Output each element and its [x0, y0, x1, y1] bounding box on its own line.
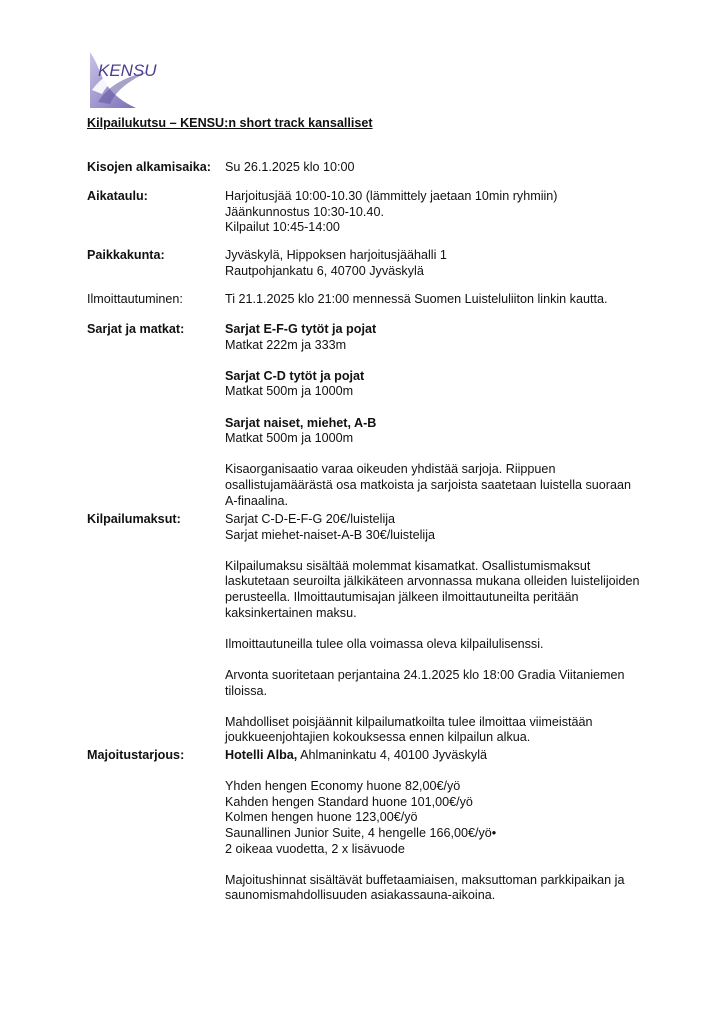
- hotel-name: Hotelli Alba,: [225, 748, 298, 762]
- class-group-title: Sarjat E-F-G tytöt ja pojat: [225, 322, 377, 336]
- kensu-logo: [88, 50, 164, 110]
- registration-value: Ti 21.1.2025 klo 21:00 mennessä Suomen Luisteluliiton linkin kautta.: [225, 292, 608, 306]
- schedule-line: Harjoitusjää 10:00-10.30 (lämmittely jaetaan 10min ryhmiin): [225, 189, 558, 203]
- class-group-distances: Matkat 500m ja 1000m: [225, 431, 354, 446]
- hotel-address: Ahlmaninkatu 4, 40100 Jyväskylä: [297, 748, 488, 762]
- schedule-line: Kilpailut 10:45-14:00: [225, 220, 340, 235]
- room-offer: 2 oikeaa vuodetta, 2 x lisävuode: [225, 841, 405, 856]
- room-offer: Saunallinen Junior Suite, 4 hengelle 166,00€/yö•: [225, 825, 497, 840]
- room-offer: Kolmen hengen huone 123,00€/yö: [225, 810, 418, 825]
- fee-line: Sarjat miehet-naiset-A-B 30€/luistelija: [225, 527, 435, 542]
- schedule-line: Jäänkunnostus 10:30-10.40.: [225, 204, 384, 219]
- fees-paragraph: Mahdolliset poisjäännit kilpailumatkoilta tulee ilmoittaa viimeistään joukkueenjohtajien kokouksessa ennen kilpailun alkua.: [225, 714, 593, 745]
- fees-paragraph: Arvonta suoritetaan perjantaina 24.1.2025 klo 18:00 Gradia Viitaniemen tiloissa.: [225, 667, 625, 698]
- class-group-distances: Matkat 500m ja 1000m: [225, 384, 354, 399]
- registration-label: Ilmoittautuminen:: [87, 292, 183, 306]
- room-offer: Kahden hengen Standard huone 101,00€/yö: [225, 794, 473, 809]
- accommodation-note: Majoitushinnat sisältävät buffetaamiaisen, maksuttoman parkkipaikan ja saunomismahdollisuuden asiakassauna-aikoina.: [225, 872, 625, 903]
- accommodation-label: Majoitustarjous:: [87, 748, 185, 762]
- fees-label: Kilpailumaksut:: [87, 512, 181, 526]
- classes-note: Kisaorganisaatio varaa oikeuden yhdistää sarjoja. Riippuen osallistujamäärästä osa matkoista ja sarjoista saatetaan luistella suoraan A-finaalina.: [225, 462, 632, 508]
- document-title: Kilpailukutsu – KENSU:n short track kansalliset: [87, 116, 373, 130]
- schedule-label: Aikataulu:: [87, 189, 148, 203]
- class-group-title: Sarjat naiset, miehet, A-B: [225, 415, 377, 430]
- room-offer: Yhden hengen Economy huone 82,00€/yö: [225, 779, 461, 794]
- fees-paragraph: Ilmoittautuneilla tulee olla voimassa oleva kilpailulisenssi.: [225, 636, 544, 651]
- class-group-title: Sarjat C-D tytöt ja pojat: [225, 368, 365, 383]
- classes-label: Sarjat ja matkat:: [87, 322, 185, 336]
- location-label: Paikkakunta:: [87, 248, 165, 262]
- class-group-distances: Matkat 222m ja 333m: [225, 337, 347, 352]
- start-time-label: Kisojen alkamisaika:: [87, 160, 211, 174]
- logo-text: KENSU: [98, 61, 157, 80]
- fees-paragraph: Kilpailumaksu sisältää molemmat kisamatkat. Osallistumismaksut laskutetaan seuroilta jälkikäteen arvonnassa mukana olleiden luistelijoiden perusteella. Ilmoittautumisajan jälkeen ilmoittautuneilta peritään kaksinkertainen maksu.: [225, 558, 640, 620]
- fee-line: Sarjat C-D-E-F-G 20€/luistelija: [225, 512, 396, 526]
- start-time-value: Su 26.1.2025 klo 10:00: [225, 160, 355, 174]
- location-line: Rautpohjankatu 6, 40700 Jyväskylä: [225, 263, 424, 278]
- location-line: Jyväskylä, Hippoksen harjoitusjäähalli 1: [225, 248, 447, 262]
